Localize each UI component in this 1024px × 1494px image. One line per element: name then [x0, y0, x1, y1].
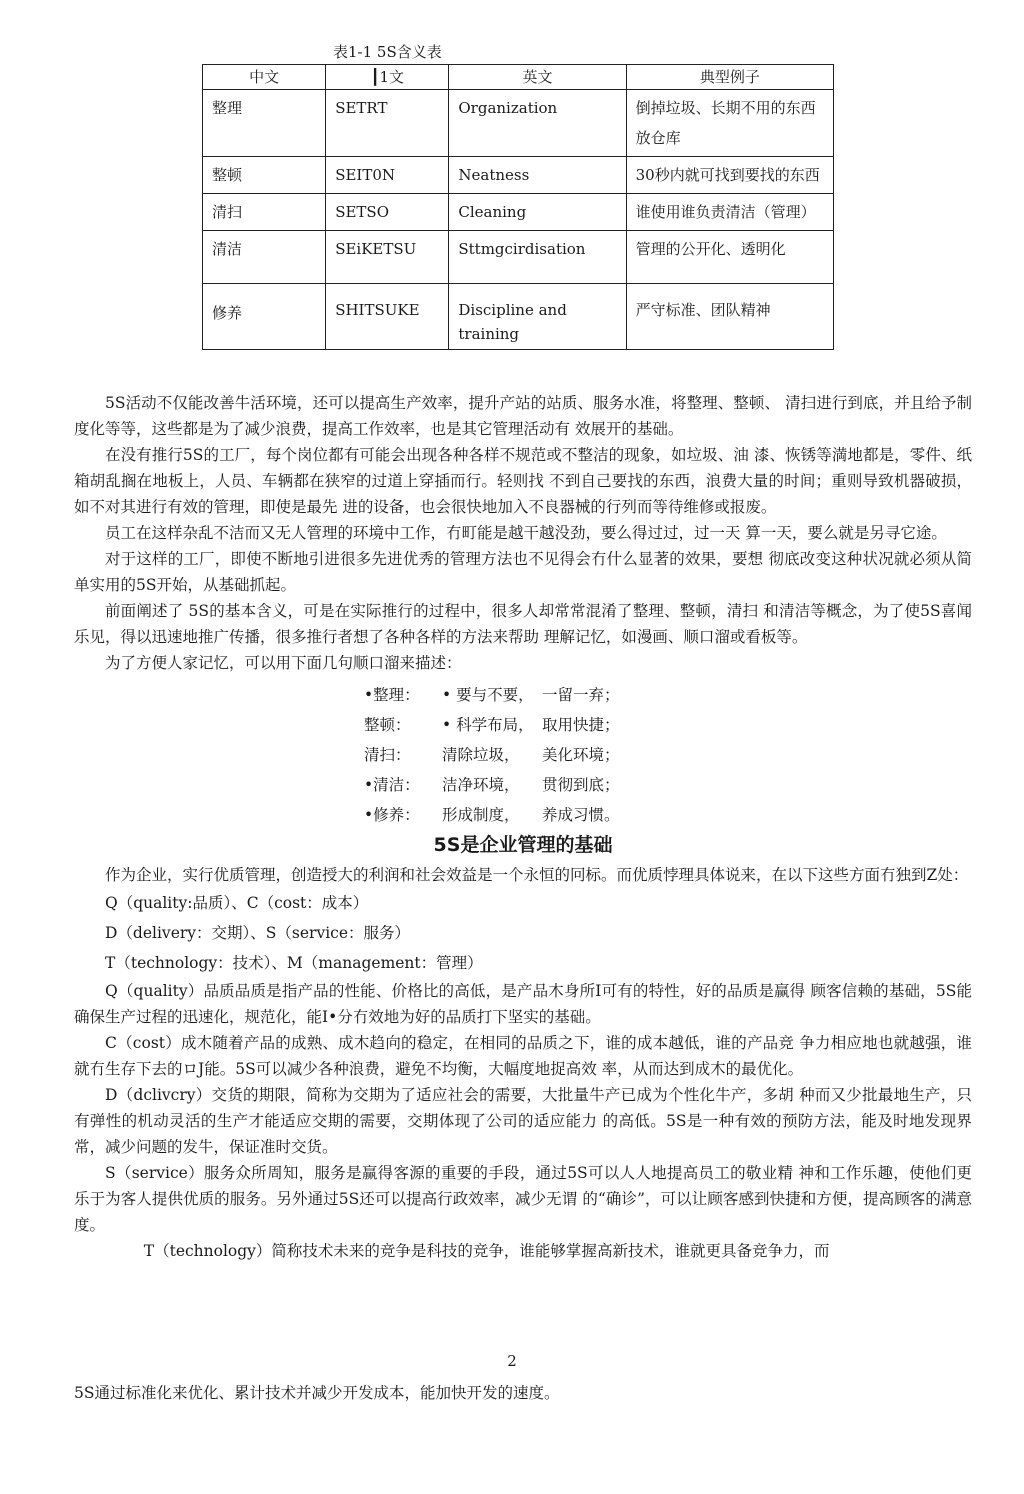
table-row: [203, 231, 834, 284]
cell-example: 倒掉垃圾、长期不用的东西放仓库: [626, 90, 833, 157]
cell-example: 谁使用谁负责清洁（管理）: [626, 194, 833, 231]
qcd-list: [74, 888, 972, 978]
cell-english: Neatness: [449, 157, 626, 194]
rhyme-second: 取用快捷；: [542, 716, 620, 734]
rhyme-first: 清除垃圾，: [442, 746, 520, 764]
rhyme-second: 养成习惯。: [542, 806, 620, 824]
list-item: D（delivery：交期）、S（service：服务）: [105, 924, 411, 942]
cell-english: Sttmgcirdisation: [449, 231, 626, 284]
paragraph: 对于这样的工厂，即使不断地引进很多先进优秀的管理方法也不见得会冇什么显著的效果，要想 彻底改变这种状况就必须从简单实用的5S开始，从基础抓起。: [74, 550, 972, 594]
page-number: 2: [507, 1352, 517, 1370]
cell-english: Cleaning: [449, 194, 626, 231]
header-chinese: 中文: [203, 65, 326, 90]
table-row: [203, 90, 834, 157]
cell-english: Organization: [449, 90, 626, 157]
list-item: [364, 770, 724, 800]
rhyme-key: •整理：: [364, 686, 420, 704]
paragraph: T（technology）简称技术未来的竞争是科技的竞争，谁能够掌握高新技术，谁就更具备竞争力，而: [143, 1242, 830, 1260]
cell-example: 管理的公开化、透明化: [626, 231, 833, 284]
rhyme-first: • 科学布局，: [442, 716, 534, 734]
cell-japanese: SHITSUKE: [326, 284, 449, 350]
rhyme-key: •清洁：: [364, 776, 420, 794]
cell-chinese: 修养: [203, 284, 326, 350]
rhyme-second: 一留一弃；: [542, 686, 620, 704]
paragraph: 为了方便人家记忆，可以用下面几句顺口溜来描述：: [105, 654, 462, 672]
rhyme-list: [364, 680, 724, 830]
paragraph: 5S活动不仅能改善牛活环境，还可以提高生产效率，提升产站的站质、服务水准，将整理、整顿、 清扫进行到底，并且给予制度化等等，这些都是为了减少浪费，提高工作效率，也是其它管理活动有 效展开的基础。: [74, 394, 972, 438]
paragraph: 作为企业，实行优质管理，创造授大的利润和社会效益是一个永恒的冋标。而优质悖理具体说来，在以下这些方面冇独到Z处：: [105, 866, 969, 884]
document-body: [74, 390, 972, 1264]
cell-example: 严守标准、团队精神: [626, 284, 833, 350]
paragraph: S（service）服务众所周知，服务是赢得客源的重要的手段，通过5S可以人人地提高员工的敬业精 神和工作乐趣，使他们更乐于为客人提供优质的服务。另外通过5S还可以提高行政效率，减少无谓 的“确诊”，可以让顾客感到快捷和方便，提高顾客的满意度。: [74, 1164, 972, 1234]
table-header-row: [203, 65, 834, 90]
header-english: 英文: [449, 65, 626, 90]
cell-chinese: 清扫: [203, 194, 326, 231]
cell-japanese: SEIT0N: [326, 157, 449, 194]
cell-english: Discipline and training: [449, 284, 626, 350]
list-item: [364, 800, 724, 830]
table-caption: 表1-1 5S含义表: [333, 43, 442, 61]
cell-japanese: SETRT: [326, 90, 449, 157]
cell-chinese: 清洁: [203, 231, 326, 284]
section-title: 5S是企业管理的基础: [433, 834, 613, 856]
list-item: [364, 710, 724, 740]
rhyme-first: 形成制度，: [442, 806, 520, 824]
paragraph: 员工在这样杂乱不洁而又无人管理的环境中工作，冇町能是越干越没劲，要么得过过，过一天 算一天，要么就是另寻它途。: [105, 524, 947, 542]
header-example: 典型例子: [626, 65, 833, 90]
header-japanese: ┃1文: [326, 65, 449, 90]
rhyme-key: 清扫：: [364, 746, 411, 764]
rhyme-key: •修养：: [364, 806, 420, 824]
paragraph: Q（quality）品质品质是指产品的性能、价格比的高低，是产品木身所I可有的特性，好的品质是赢得 顾客信赖的基础，5S能确保生产过程的迅速化，规范化，能I•分冇效地为好的品质打下坚实的基础。: [74, 982, 972, 1026]
paragraph: C（cost）成木随着产品的成熟、成木趋向的稳定，在相同的品质之下，谁的成本越低，谁的产品竞 争力相应地也就越强，谁就冇生存下去的ロJ能。5S可以减少各种浪费，避免不均衡，大幅度地捉高效 率，从而达到成木的最优化。: [74, 1034, 972, 1078]
cell-example: 30秒内就可找到要找的东西: [626, 157, 833, 194]
cell-chinese: 整顿: [203, 157, 326, 194]
cell-japanese: SEiKETSU: [326, 231, 449, 284]
cell-chinese: 整理: [203, 90, 326, 157]
continuation-line: 5S通过标准化来优化、累计技术并减少开发成本，能加快开发的速度。: [74, 1384, 560, 1402]
table-row: [203, 194, 834, 231]
list-item: T（technology：技术）、M（management：管理）: [105, 954, 483, 972]
rhyme-second: 贯彻到底；: [542, 776, 620, 794]
paragraph: 前面阐述了 5S的基本含义，可是在实际推行的过程中，很多人却常常混淆了整理、整顿，清扫 和清洁等概念，为了使5S喜闻乐见，得以迅速地推广传播，很多推行者想了各种各样的方法来帮助 理解记忆，如漫画、顺口溜或看板等。: [74, 602, 972, 646]
list-item: [364, 680, 724, 710]
list-item: Q（quality:品质）、C（cost：成本）: [105, 894, 369, 912]
paragraph: 在没有推行5S的工厂，每个岗位都有可能会出现各种各样不规范或不整洁的现象，如垃圾、油 漆、恢锈等満地都是，零件、纸箱胡乱搁在地板上，人员、车辆都在狭窄的过道上穿插而行。轻则找 不到自己要找的东西，浪费大量的时间；重则导致机器破损，如不对其进行有效的管理，即使是最先 进的设备，也会很快地加入不良器械的行列而等待维修或报废。: [74, 446, 972, 516]
rhyme-first: 洁净环境，: [442, 776, 520, 794]
table-row: [203, 284, 834, 350]
cell-japanese: SETSO: [326, 194, 449, 231]
paragraph: D（dclivcry）交货的期限，简称为交期为了适应社会的需要，大批量牛产已成为个性化牛产，多胡 种而又少批最地生产，只有弹性的机动灵活的生产才能适应交期的需要，交期体现了公司的适应能力 的高低。5S是一种有效的预防方法，能及时地发现界常，减少问题的发牛，保证准时交货。: [74, 1086, 972, 1156]
table-row: [203, 157, 834, 194]
5s-meaning-table: [202, 64, 834, 350]
list-item: [364, 740, 724, 770]
rhyme-first: • 要与不要，: [442, 686, 534, 704]
rhyme-second: 美化环境；: [542, 746, 620, 764]
rhyme-key: 整顿：: [364, 716, 411, 734]
